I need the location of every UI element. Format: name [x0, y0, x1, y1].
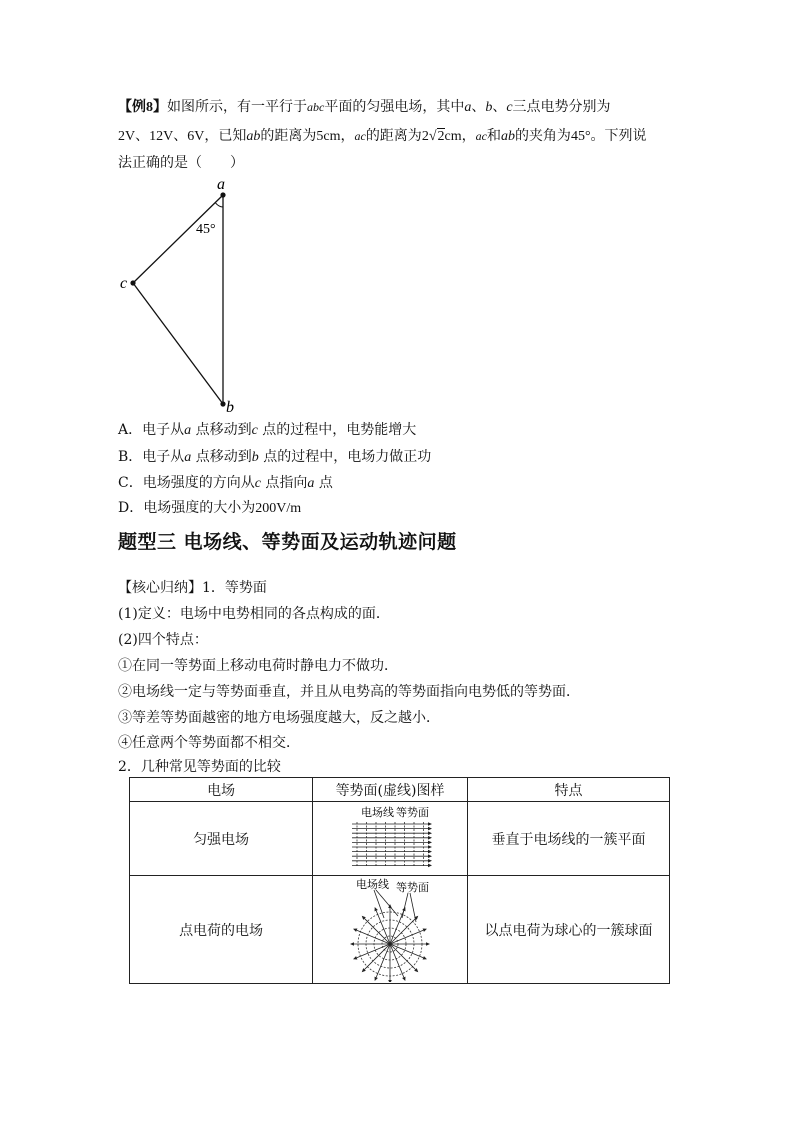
- text: ，: [461, 128, 476, 144]
- side-ac: [133, 195, 223, 283]
- field-arrow: [428, 840, 432, 844]
- point-a: a: [464, 100, 472, 115]
- example-tag: 【例: [118, 99, 146, 115]
- fig1-label-field-line: 电场线: [361, 806, 395, 819]
- feature-1: ①在同一等势面上移动电荷时静电力不做功．: [118, 658, 398, 674]
- header-feature: 特点: [467, 778, 669, 802]
- point-label: a: [184, 450, 192, 465]
- option-b: [118, 447, 431, 468]
- text: ，已知: [204, 128, 247, 144]
- option-c: [118, 473, 333, 494]
- radial-field-line: [390, 944, 415, 969]
- header-field: 电场: [130, 778, 313, 802]
- example-tag-end: 】: [153, 99, 167, 115]
- text: 。下列说: [590, 128, 647, 144]
- sqrt-sign: √: [428, 129, 437, 144]
- option-text: 点移动到: [191, 449, 252, 465]
- fig2-label-field-line: 电场线: [356, 878, 390, 891]
- text: 的夹角为: [514, 128, 571, 144]
- fig2-label-equipotential: 等势面: [396, 881, 430, 894]
- field-arrow: [428, 859, 432, 863]
- option-text: 点: [314, 475, 333, 491]
- radial-field-arrow: [426, 942, 430, 946]
- field-strength-value: 200V/m: [255, 501, 302, 516]
- radial-field-line: [365, 944, 390, 969]
- segment-ab: ab: [500, 129, 515, 144]
- feature-4: ④任意两个等势面都不相交．: [118, 735, 300, 751]
- label-pointer: [410, 893, 416, 922]
- option-text: C．电场强度的方向从: [118, 475, 255, 491]
- cell-feature: 垂直于电场线的一簇平面: [467, 802, 669, 876]
- table-row: [130, 876, 670, 984]
- point-label: c: [251, 423, 258, 438]
- text: 、: [173, 128, 188, 144]
- option-text: 点的过程中，电势能增大: [257, 422, 417, 438]
- radial-field-line: [365, 918, 390, 943]
- core-four-features: (2)四个特点：: [118, 632, 208, 648]
- text: ，: [340, 128, 355, 144]
- cell-field-name: 点电荷的电场: [130, 876, 313, 984]
- section-heading: 题型三 电场线、等势面及运动轨迹问题: [118, 531, 457, 553]
- text: 的距离为: [260, 128, 317, 144]
- potential-value: 12V: [149, 129, 174, 144]
- angle-value: 45°: [570, 129, 591, 144]
- text: 和: [486, 128, 501, 144]
- text: 、: [471, 99, 486, 115]
- point-b: b: [485, 100, 493, 115]
- label-a: a: [217, 176, 225, 193]
- option-text: A．电子从: [118, 422, 185, 438]
- field-arrow: [428, 836, 432, 840]
- distance-ab: 5cm: [316, 129, 341, 144]
- segment-ac: ac: [354, 129, 366, 143]
- label-c: c: [120, 275, 128, 292]
- radial-field-arrow: [350, 942, 354, 946]
- potential-value: 6V: [187, 129, 205, 144]
- option-d: [118, 498, 301, 519]
- cell-figure: [313, 876, 468, 984]
- cell-figure: [313, 802, 468, 876]
- text: 的距离为: [365, 128, 422, 144]
- angle-label: 45°: [196, 222, 216, 237]
- option-text: 点指向: [260, 475, 308, 491]
- plane-abc: abc: [307, 100, 325, 114]
- uniform-field-figure: [330, 806, 450, 872]
- text: 如图所示，有一平行于: [167, 99, 307, 115]
- triangle-figure: [112, 170, 242, 418]
- text: 、: [492, 99, 507, 115]
- label-pointer: [402, 893, 408, 918]
- segment-ac: ac: [475, 129, 487, 143]
- field-arrow: [428, 822, 432, 826]
- cell-feature: 以点电荷为球心的一簇球面: [467, 876, 669, 984]
- radial-field-line: [390, 918, 415, 943]
- side-cb: [133, 283, 223, 404]
- feature-2: ②电场线一定与等势面垂直，并且从电势高的等势面指向电势低的等势面．: [118, 684, 580, 700]
- point-label: a: [184, 423, 192, 438]
- sqrt-radicand: 2: [437, 129, 445, 144]
- field-arrow: [428, 826, 432, 830]
- table-header-row: [130, 778, 670, 802]
- point-charge-figure: [330, 878, 450, 982]
- label-pointer: [374, 890, 384, 918]
- cell-field-name: 匀强电场: [130, 802, 313, 876]
- point-c: c: [506, 100, 513, 115]
- radial-field-arrow: [388, 980, 392, 982]
- field-arrow: [428, 863, 432, 867]
- potential-value: 2V: [118, 129, 136, 144]
- text: 、: [135, 128, 150, 144]
- option-text: 点移动到: [191, 422, 252, 438]
- field-arrow: [428, 854, 432, 858]
- field-arrow: [428, 849, 432, 853]
- example-number: 8: [146, 100, 153, 115]
- text: 三点电势分别为: [512, 99, 611, 115]
- point-label: c: [254, 476, 261, 491]
- option-a: [118, 420, 416, 441]
- point-label: b: [251, 450, 259, 465]
- question-prompt: 法正确的是（ ）: [118, 155, 244, 171]
- option-text: 点的过程中，电场力做正功: [258, 449, 432, 465]
- segment-ab: ab: [246, 129, 261, 144]
- section-2-title: 2．几种常见等势面的比较: [118, 759, 281, 775]
- label-b: b: [226, 399, 234, 416]
- feature-3: ③等差等势面越密的地方电场强度越大，反之越小．: [118, 710, 440, 726]
- distance-coefficient: 2: [421, 129, 429, 144]
- fig1-label-equipotential: 等势面: [396, 806, 430, 819]
- point-label: a: [307, 476, 315, 491]
- text: 平面的匀强电场，其中: [324, 99, 465, 115]
- field-arrow: [428, 845, 432, 849]
- point-c-dot: [130, 280, 135, 285]
- point-b-dot: [220, 401, 225, 406]
- core-label: 【核心归纳】1．等势面: [118, 580, 267, 596]
- angle-arc: [215, 203, 223, 207]
- example-line-2: [118, 126, 647, 147]
- option-text: B．电子从: [118, 449, 185, 465]
- header-pattern: 等势面(虚线)图样: [313, 778, 468, 802]
- point-a-dot: [220, 192, 225, 197]
- equipotential-comparison-table: [129, 777, 670, 984]
- option-text: D．电场强度的大小为: [118, 500, 256, 516]
- core-definition: (1)定义：电场中电势相同的各点构成的面．: [118, 606, 390, 622]
- table-row: [130, 802, 670, 876]
- field-arrow: [428, 831, 432, 835]
- example-line-1: [118, 97, 611, 118]
- distance-unit: cm: [444, 129, 462, 144]
